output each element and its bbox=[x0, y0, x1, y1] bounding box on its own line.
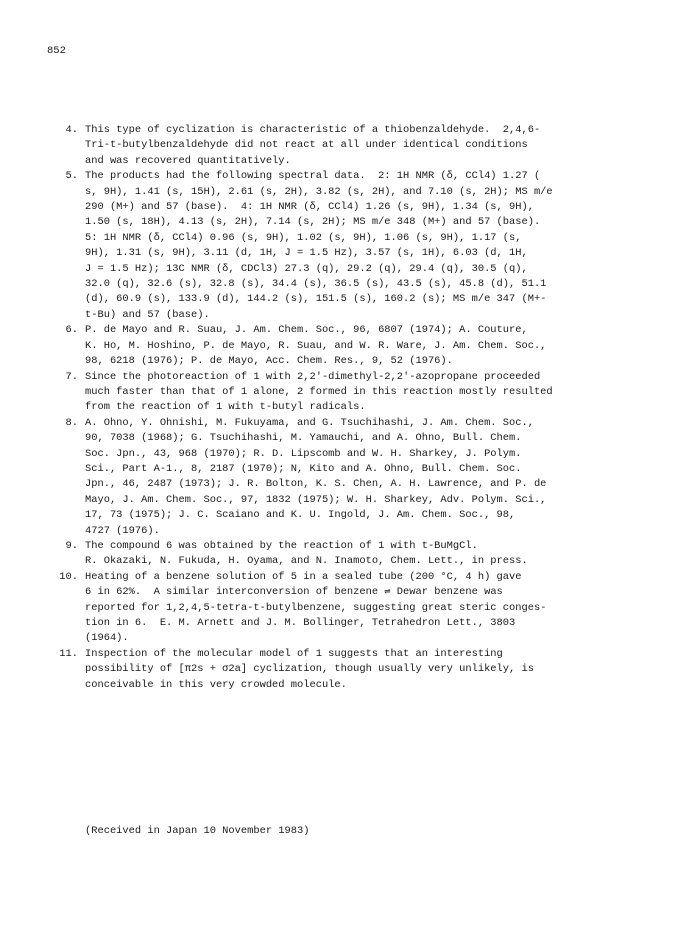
note-line: This type of cyclization is characteristic of a thiobenzaldehyde. 2,4,6- bbox=[85, 124, 541, 136]
note-line: A. Ohno, Y. Ohnishi, M. Fukuyama, and G. Tsuchihashi, J. Am. Chem. Soc., bbox=[85, 416, 534, 429]
note-line: The products had the following spectral data. 2: 1H NMR (δ, CCl4) 1.27 ( bbox=[85, 170, 541, 183]
note-line: and was recovered quantitatively. bbox=[85, 154, 291, 167]
note-4 bbox=[56, 123, 646, 169]
note-9 bbox=[56, 539, 646, 570]
note-line: possibility of [π2s + σ2a] cyclization, though usually very unlikely, is bbox=[85, 663, 534, 676]
note-line: Inspection of the molecular model of 1 suggests that an interesting bbox=[85, 647, 503, 660]
note-line: 6 in 62%. A similar interconversion of benzene ⇌ Dewar benzene was bbox=[85, 586, 503, 599]
note-number: 9. bbox=[65, 539, 78, 552]
note-number: 7. bbox=[65, 370, 78, 383]
note-number: 8. bbox=[65, 416, 78, 429]
note-line: Jpn., 46, 2487 (1973); J. R. Bolton, K. S. Chen, A. H. Lawrence, and P. de bbox=[85, 478, 547, 491]
note-10 bbox=[56, 570, 646, 647]
note-7 bbox=[56, 370, 646, 416]
note-line: J = 1.5 Hz); 13C NMR (δ, CDCl3) 27.3 (q), 29.2 (q), 29.4 (q), 30.5 (q), bbox=[85, 262, 528, 275]
note-line: K. Ho, M. Hoshino, P. de Mayo, R. Suau, and W. R. Ware, J. Am. Chem. Soc., bbox=[85, 339, 547, 352]
note-line: 1.50 (s, 18H), 4.13 (s, 2H), 7.14 (s, 2H); MS m/e 348 (M+) and 57 (base). bbox=[85, 216, 541, 229]
note-line: 17, 73 (1975); J. C. Scaiano and K. U. Ingold, J. Am. Chem. Soc., 98, bbox=[85, 509, 516, 522]
note-number: 6. bbox=[65, 324, 78, 337]
note-line: 9H), 1.31 (s, 9H), 3.11 (d, 1H, J = 1.5 Hz), 3.57 (s, 1H), 6.03 (d, 1H, bbox=[85, 247, 528, 260]
note-11 bbox=[56, 647, 646, 693]
note-line: reported for 1,2,4,5-tetra-t-butylbenzene, suggesting great steric conges- bbox=[85, 601, 547, 614]
note-line: R. Okazaki, N. Fukuda, H. Oyama, and N. Inamoto, Chem. Lett., in press. bbox=[85, 555, 528, 568]
note-number: 11. bbox=[59, 647, 78, 660]
note-6 bbox=[56, 323, 646, 369]
note-5 bbox=[56, 169, 646, 323]
note-line: P. de Mayo and R. Suau, J. Am. Chem. Soc., 96, 6807 (1974); A. Couture, bbox=[85, 324, 528, 337]
note-number: 4. bbox=[65, 124, 78, 136]
note-line: conceivable in this very crowded molecule. bbox=[85, 678, 347, 691]
note-line: Mayo, J. Am. Chem. Soc., 97, 1832 (1975); W. H. Sharkey, Adv. Polym. Sci., bbox=[85, 493, 547, 506]
note-line: 98, 6218 (1976); P. de Mayo, Acc. Chem. Res., 9, 52 (1976). bbox=[85, 355, 453, 368]
note-line: from the reaction of 1 with t-butyl radicals. bbox=[85, 401, 366, 414]
note-line: The compound 6 was obtained by the reaction of 1 with t-BuMgCl. bbox=[85, 539, 478, 552]
note-line: 290 (M+) and 57 (base). 4: 1H NMR (δ, CCl4) 1.26 (s, 9H), 1.34 (s, 9H), bbox=[85, 201, 534, 214]
note-line: Soc. Jpn., 43, 968 (1970); R. D. Lipscomb and W. H. Sharkey, J. Polym. bbox=[85, 447, 522, 460]
note-number: 5. bbox=[65, 170, 78, 183]
note-line: 90, 7038 (1968); G. Tsuchihashi, M. Yamauchi, and A. Ohno, Bull. Chem. bbox=[85, 432, 522, 445]
note-8 bbox=[56, 416, 646, 539]
page-number: 852 bbox=[47, 45, 66, 57]
note-line: (d), 60.9 (s), 133.9 (d), 144.2 (s), 151.5 (s), 160.2 (s); MS m/e 347 (M+- bbox=[85, 293, 547, 306]
note-line: 4727 (1976). bbox=[85, 524, 160, 537]
note-line: much faster than that of 1 alone, 2 formed in this reaction mostly resulted bbox=[85, 385, 553, 398]
note-line: Heating of a benzene solution of 5 in a sealed tube (200 °C, 4 h) gave bbox=[85, 570, 522, 583]
note-line: (1964). bbox=[85, 632, 129, 645]
note-line: Sci., Part A-1., 8, 2187 (1970); N, Kito and A. Ohno, Bull. Chem. Soc. bbox=[85, 462, 522, 475]
note-line: 5: 1H NMR (δ, CCl4) 0.96 (s, 9H), 1.02 (s, 9H), 1.06 (s, 9H), 1.17 (s, bbox=[85, 231, 522, 244]
note-line: 32.0 (q), 32.6 (s), 32.8 (s), 34.4 (s), 36.5 (s), 43.5 (s), 45.8 (d), 51.1 bbox=[85, 278, 547, 291]
note-line: tion in 6. E. M. Arnett and J. M. Bollinger, Tetrahedron Lett., 3803 bbox=[85, 617, 516, 629]
notes-list bbox=[56, 123, 646, 693]
note-line: Since the photoreaction of 1 with 2,2'-dimethyl-2,2'-azopropane proceeded bbox=[85, 370, 541, 383]
note-line: s, 9H), 1.41 (s, 15H), 2.61 (s, 2H), 3.82 (s, 2H), and 7.10 (s, 2H); MS m/e bbox=[85, 185, 553, 198]
received-date: (Received in Japan 10 November 1983) bbox=[85, 825, 310, 837]
note-line: Tri-t-butylbenzaldehyde did not react at all under identical conditions bbox=[85, 139, 528, 152]
note-line: t-Bu) and 57 (base). bbox=[85, 308, 210, 321]
note-number: 10. bbox=[59, 570, 78, 583]
